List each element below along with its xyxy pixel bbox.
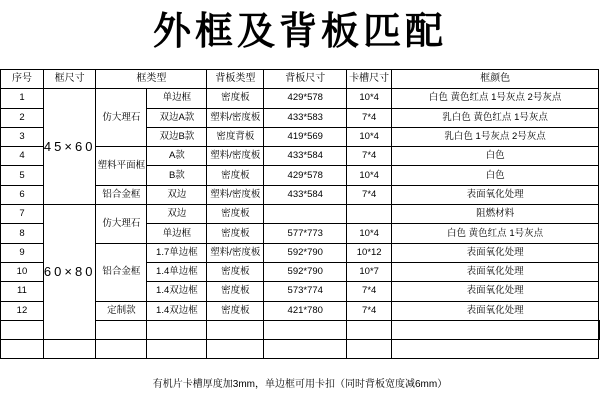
- frame-subtype: 双边: [147, 185, 207, 204]
- board-size: 573*774: [264, 282, 347, 301]
- frame-color: 表面氧化处理: [392, 301, 599, 320]
- frame-color: 白色 黄色红点 1号灰点: [392, 224, 599, 243]
- board-type: 塑料/密度板: [207, 147, 264, 166]
- frame-subtype: 1.4双边框: [147, 301, 207, 320]
- header-board-type: 背板类型: [207, 70, 264, 89]
- empty-cell: [264, 340, 347, 359]
- frame-type-cell: 塑料平面框: [96, 147, 147, 186]
- frame-subtype: B款: [147, 166, 207, 185]
- board-type: 密度板: [207, 224, 264, 243]
- frame-color: 乳白色 黄色红点 1号灰点: [392, 108, 599, 127]
- board-size: 419*569: [264, 127, 347, 146]
- header-row: [1, 70, 600, 89]
- frame-type-cell: 仿大理石: [96, 205, 147, 244]
- board-type: 密度板: [207, 262, 264, 281]
- empty-cell: [96, 320, 147, 339]
- header-frame-size: 框尺寸: [43, 70, 96, 89]
- table-row: [1, 89, 600, 108]
- board-type: 密度板: [207, 89, 264, 108]
- frame-color: 表面氧化处理: [392, 243, 599, 262]
- frame-subtype: 双边A款: [147, 108, 207, 127]
- header-frame-color: 框颜色: [392, 70, 599, 89]
- row-no: 6: [1, 185, 44, 204]
- frame-color: 白色: [392, 147, 599, 166]
- slot-size: 10*7: [347, 262, 392, 281]
- slot-size: 7*4: [347, 282, 392, 301]
- frame-subtype: 双边B款: [147, 127, 207, 146]
- row-no: 1: [1, 89, 44, 108]
- frame-type-cell: 铝合金框: [96, 243, 147, 301]
- slot-size: 7*4: [347, 185, 392, 204]
- row-no: 8: [1, 224, 44, 243]
- frame-color: 表面氧化处理: [392, 282, 599, 301]
- slot-size: 7*4: [347, 108, 392, 127]
- header-frame-type: 框类型: [96, 70, 207, 89]
- board-size: [264, 205, 347, 224]
- board-size: 433*583: [264, 108, 347, 127]
- empty-cell: [207, 340, 264, 359]
- empty-cell: [392, 320, 599, 339]
- slot-size: 7*4: [347, 301, 392, 320]
- page-title: 外框及背板匹配: [152, 9, 447, 53]
- frame-color: 阻燃材料: [392, 205, 599, 224]
- board-size: 592*790: [264, 262, 347, 281]
- board-size: 429*578: [264, 166, 347, 185]
- slot-size: 10*4: [347, 224, 392, 243]
- board-type: 密度板: [207, 166, 264, 185]
- frame-color: 表面氧化处理: [392, 262, 599, 281]
- row-no: 7: [1, 205, 44, 224]
- board-type: 密度板: [207, 301, 264, 320]
- frame-color: 白色 黄色红点 1号灰点 2号灰点: [392, 89, 599, 108]
- table-row: [1, 205, 600, 224]
- frame-subtype: 单边框: [147, 89, 207, 108]
- board-size: 433*584: [264, 185, 347, 204]
- slot-size: 10*12: [347, 243, 392, 262]
- empty-cell: [96, 340, 147, 359]
- frame-subtype: 1.4双边框: [147, 282, 207, 301]
- frame-subtype: 1.4单边框: [147, 262, 207, 281]
- slot-size: 10*4: [347, 89, 392, 108]
- row-no: 5: [1, 166, 44, 185]
- row-no: 10: [1, 262, 44, 281]
- slot-size: [347, 205, 392, 224]
- empty-cell: [392, 340, 599, 359]
- empty-cell: [599, 320, 600, 339]
- empty-cell: [207, 320, 264, 339]
- frame-type-cell: 仿大理石: [96, 89, 147, 147]
- row-no: 2: [1, 108, 44, 127]
- frame-type-cell: 铝合金框: [96, 185, 147, 204]
- frame-color: 表面氧化处理: [392, 185, 599, 204]
- empty-row: [1, 340, 600, 359]
- board-type: 塑料/密度板: [207, 108, 264, 127]
- slot-size: 10*4: [347, 166, 392, 185]
- frame-size-cell: 60×80: [43, 205, 96, 340]
- row-no: 11: [1, 282, 44, 301]
- empty-cell: [1, 320, 44, 339]
- header-slot-size: 卡槽尺寸: [347, 70, 392, 89]
- empty-cell: [147, 320, 207, 339]
- frame-board-table: [0, 69, 600, 359]
- row-no: 12: [1, 301, 44, 320]
- slot-size: 10*4: [347, 127, 392, 146]
- empty-cell: [1, 340, 44, 359]
- board-type: 密度背板: [207, 127, 264, 146]
- row-no: 4: [1, 147, 44, 166]
- frame-color: 白色: [392, 166, 599, 185]
- frame-size-cell: 45×60: [43, 89, 96, 205]
- frame-subtype: 双边: [147, 205, 207, 224]
- slot-size: 7*4: [347, 147, 392, 166]
- empty-cell: [347, 320, 392, 339]
- board-size: 433*584: [264, 147, 347, 166]
- frame-subtype: 单边框: [147, 224, 207, 243]
- row-no: 9: [1, 243, 44, 262]
- empty-cell: [147, 340, 207, 359]
- frame-type-cell: 定制款: [96, 301, 147, 320]
- header-no: 序号: [1, 70, 44, 89]
- frame-color: 乳白色 1号灰点 2号灰点: [392, 127, 599, 146]
- footnote: 有机片卡槽厚度加3mm，单边框可用卡扣（同时背板宽度减6mm）: [152, 379, 448, 390]
- empty-cell: [347, 340, 392, 359]
- board-size: 421*780: [264, 301, 347, 320]
- empty-cell: [264, 320, 347, 339]
- row-no: 3: [1, 127, 44, 146]
- header-board-size: 背板尺寸: [264, 70, 347, 89]
- frame-subtype: 1.7单边框: [147, 243, 207, 262]
- frame-subtype: A款: [147, 147, 207, 166]
- board-type: 塑料/密度板: [207, 185, 264, 204]
- board-size: 577*773: [264, 224, 347, 243]
- board-size: 429*578: [264, 89, 347, 108]
- empty-cell: [43, 340, 96, 359]
- board-type: 密度板: [207, 205, 264, 224]
- board-type: 密度板: [207, 282, 264, 301]
- board-size: 592*790: [264, 243, 347, 262]
- board-type: 塑料/密度板: [207, 243, 264, 262]
